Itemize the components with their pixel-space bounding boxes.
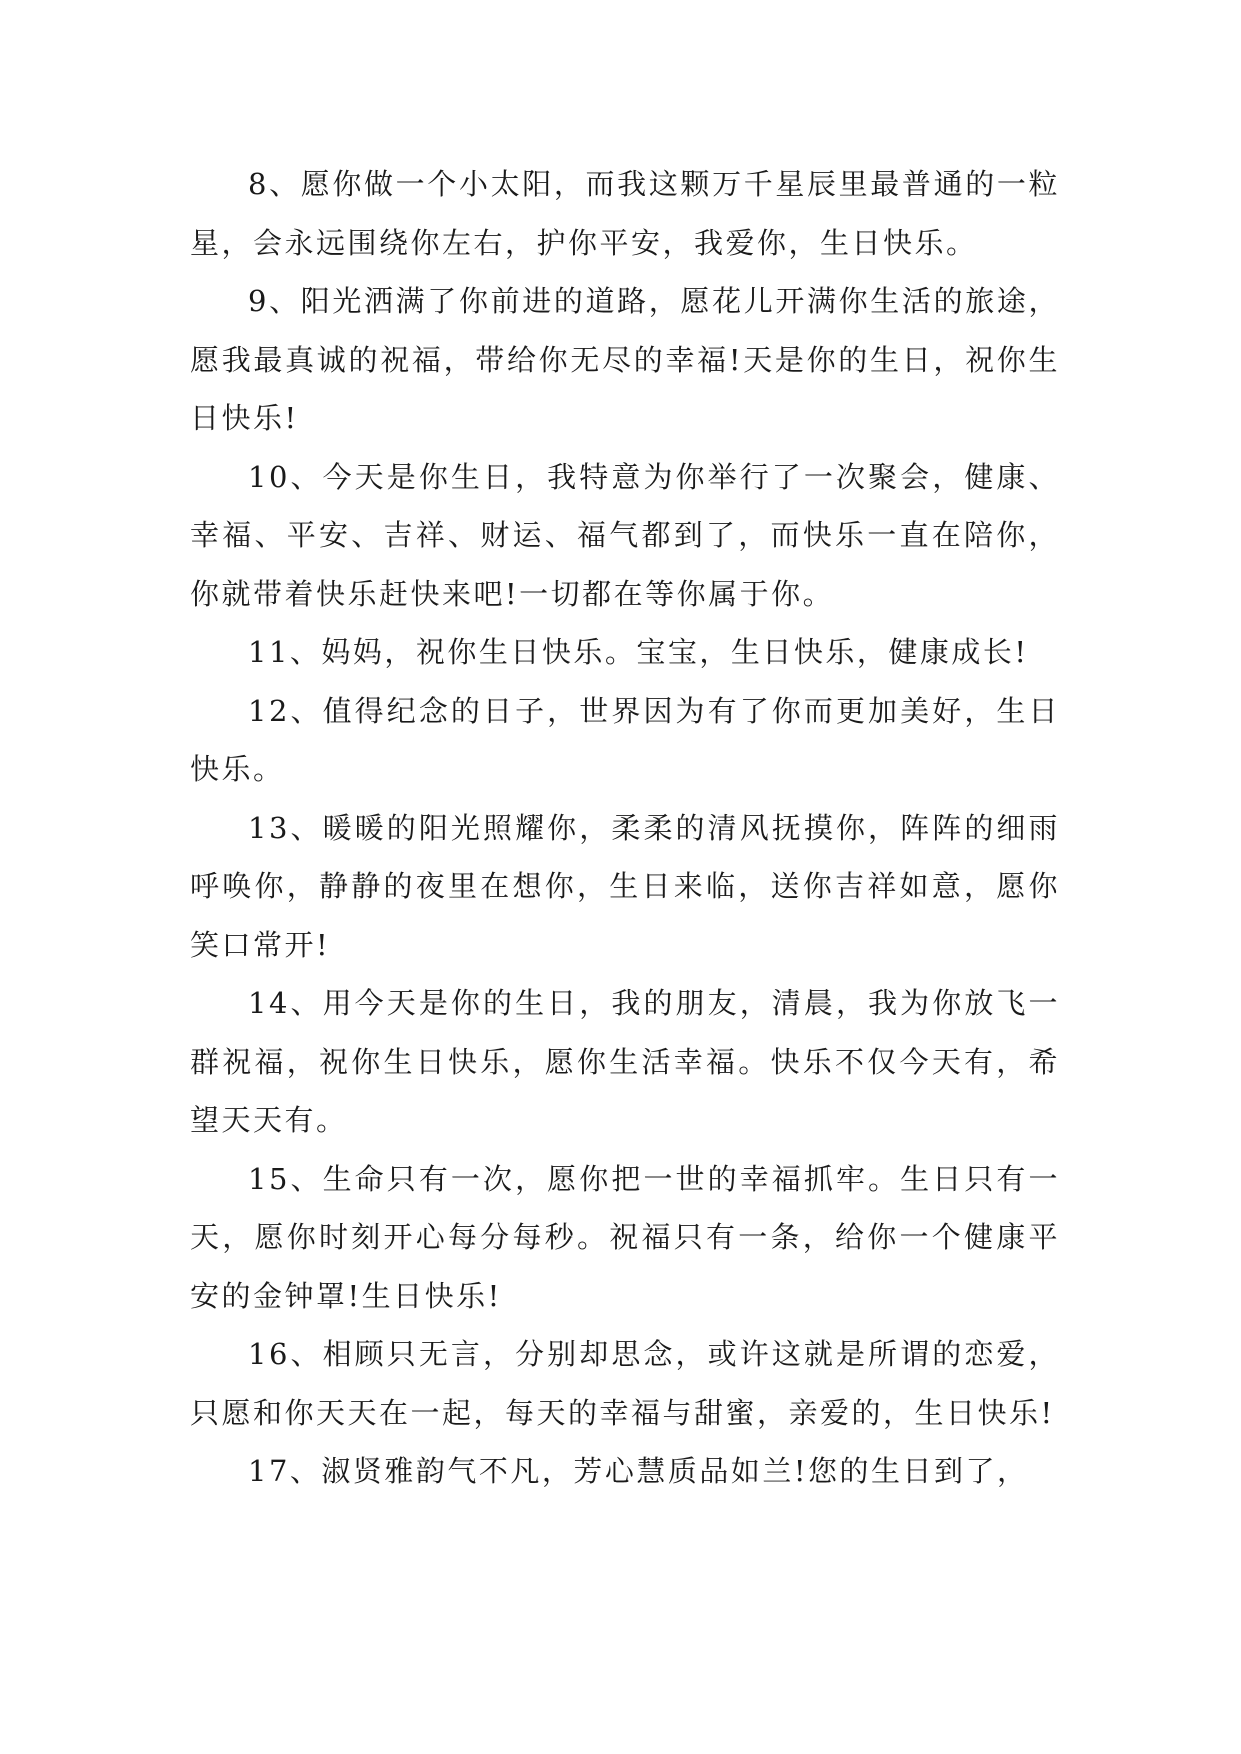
paragraph-11: 11、妈妈，祝你生日快乐。宝宝，生日快乐，健康成长! <box>248 635 1029 669</box>
paragraph-14: 14、用今天是你的生日，我的朋友，清晨，我为你放飞一群祝福，祝你生日快乐，愿你生活幸福。快乐不仅今天有，希望天天有。 <box>190 986 1060 1137</box>
paragraph-17: 17、淑贤雅韵气不凡，芳心慧质品如兰!您的生日到了， <box>248 1454 1029 1488</box>
paragraph-8: 8、愿你做一个小太阳，而我这颗万千星辰里最普通的一粒星，会永远围绕你左右，护你平安，我爱你，生日快乐。 <box>190 167 1060 260</box>
document-body <box>190 155 1060 1501</box>
paragraph-12: 12、值得纪念的日子，世界因为有了你而更加美好，生日快乐。 <box>190 693 1060 786</box>
paragraph-15: 15、生命只有一次，愿你把一世的幸福抓牢。生日只有一天，愿你时刻开心每分每秒。祝福只有一条，给你一个健康平安的金钟罩!生日快乐! <box>190 1161 1060 1313</box>
paragraph-13: 13、暖暖的阳光照耀你，柔柔的清风抚摸你，阵阵的细雨呼唤你，静静的夜里在想你，生日来临，送你吉祥如意，愿你笑口常开! <box>190 810 1060 962</box>
paragraph-9: 9、阳光洒满了你前进的道路，愿花儿开满你生活的旅途，愿我最真诚的祝福，带给你无尽的幸福!天是你的生日，祝你生日快乐! <box>190 284 1060 435</box>
paragraph-16: 16、相顾只无言，分别却思念，或许这就是所谓的恋爱，只愿和你天天在一起，每天的幸福与甜蜜，亲爱的，生日快乐! <box>190 1337 1060 1430</box>
paragraph-10: 10、今天是你生日，我特意为你举行了一次聚会，健康、幸福、平安、吉祥、财运、福气都到了，而快乐一直在陪你，你就带着快乐赶快来吧!一切都在等你属于你。 <box>190 459 1060 611</box>
